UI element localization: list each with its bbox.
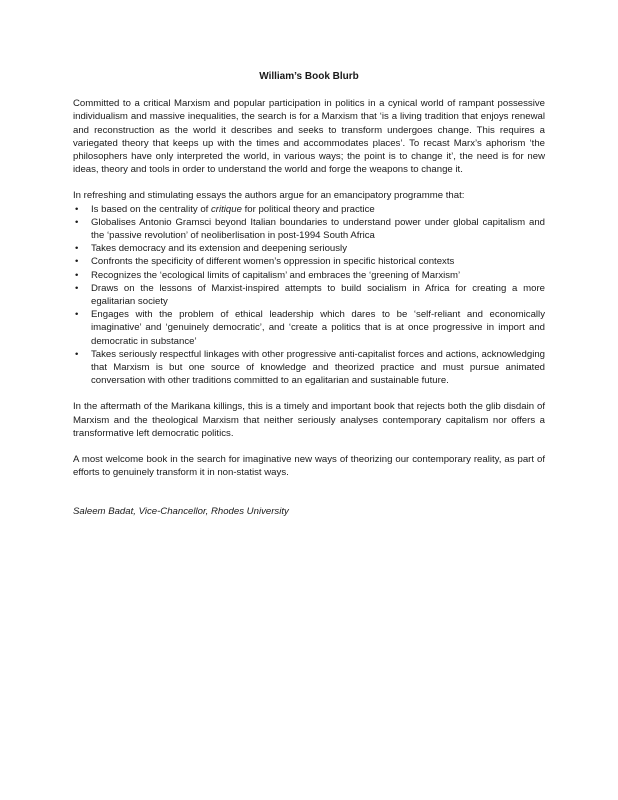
bullet-icon: • xyxy=(75,256,79,268)
list-item-emphasis: critique xyxy=(211,203,242,215)
list-item xyxy=(73,203,545,216)
document-page xyxy=(73,70,545,528)
bullet-icon: • xyxy=(75,243,79,255)
list-item xyxy=(73,348,545,388)
list-intro: In refreshing and stimulating essays the authors argue for an emancipatory programme that: xyxy=(73,190,465,202)
list-item-text: Takes democracy and its extension and deepening seriously xyxy=(91,243,347,255)
bullet-icon: • xyxy=(75,216,79,228)
bullet-icon: • xyxy=(75,203,79,215)
list-item-text: Recognizes the ‘ecological limits of capitalism’ and embraces the ‘greening of Marxism’ xyxy=(91,269,461,281)
paragraph-closing: A most welcome book in the search for imaginative new ways of theorizing our contemporary reality, as part of efforts to genuinely transform it in non-statist ways. xyxy=(73,454,545,479)
list-item-text-after: for political theory and practice xyxy=(241,203,375,215)
bullet-icon: • xyxy=(75,348,79,360)
list-item-text: Takes seriously respectful linkages with other progressive anti-capitalist forces and actions, acknowledging that Marxism is but one source of knowledge and theorized practice and must pursue animated conversation with other traditions committed to an egalitarian and sustainable future. xyxy=(91,348,545,387)
paragraph-marikana: In the aftermath of the Marikana killings, this is a timely and important book that rejects both the glib disdain of Marxism and the theological Marxism that neither seriously analyses contemporary capitalism nor offers a transformative left democratic politics. xyxy=(73,401,545,439)
list-item xyxy=(73,282,545,308)
list-item-text-before: Is based on the centrality of xyxy=(91,203,211,215)
list-item xyxy=(73,216,545,242)
list-item-text: Engages with the problem of ethical leadership which dares to be ‘self-reliant and economically imaginative’ and ‘genuinely democratic’, and ‘create a politics that is at once progressive in import and democratic in substance’ xyxy=(91,309,545,347)
list-item xyxy=(73,308,545,348)
list-item xyxy=(73,269,545,282)
bullet-icon: • xyxy=(75,269,79,281)
list-item-text: Confronts the specificity of different women’s oppression in specific historical contexts xyxy=(91,256,455,268)
document-title: William’s Book Blurb xyxy=(259,71,359,82)
paragraph-opening: Committed to a critical Marxism and popular participation in politics in a cynical world of rampant possessive individualism and massive inequalities, the search is for a Marxism that ‘is a living tradition that enjoys renewal and reconstruction as the world it describes and seeks to transform undergoes change. This requires a variegated theory that keeps up with the times and accommodates places’. To recast Marx’s aphorism ‘the philosophers have only interpreted the world, in various ways; the point is to change it’, the need is for new ideas, theory and tools in order to understand the world and forge the weapons to change it. xyxy=(73,98,545,176)
bullet-icon: • xyxy=(75,309,79,321)
list-item xyxy=(73,242,545,255)
list-item-text: Globalises Antonio Gramsci beyond Italian boundaries to understand power under global capitalism and the ‘passive revolution’ of neoliberlisation in post-1994 South Africa xyxy=(91,216,545,242)
list-item-text: Draws on the lessons of Marxist-inspired attempts to build socialism in Africa for creating a more egalitarian society xyxy=(91,282,545,308)
list-item xyxy=(73,255,545,268)
bullet-icon: • xyxy=(75,282,79,294)
signature: Saleem Badat, Vice-Chancellor, Rhodes University xyxy=(73,506,289,518)
programme-bullet-list xyxy=(73,203,545,388)
